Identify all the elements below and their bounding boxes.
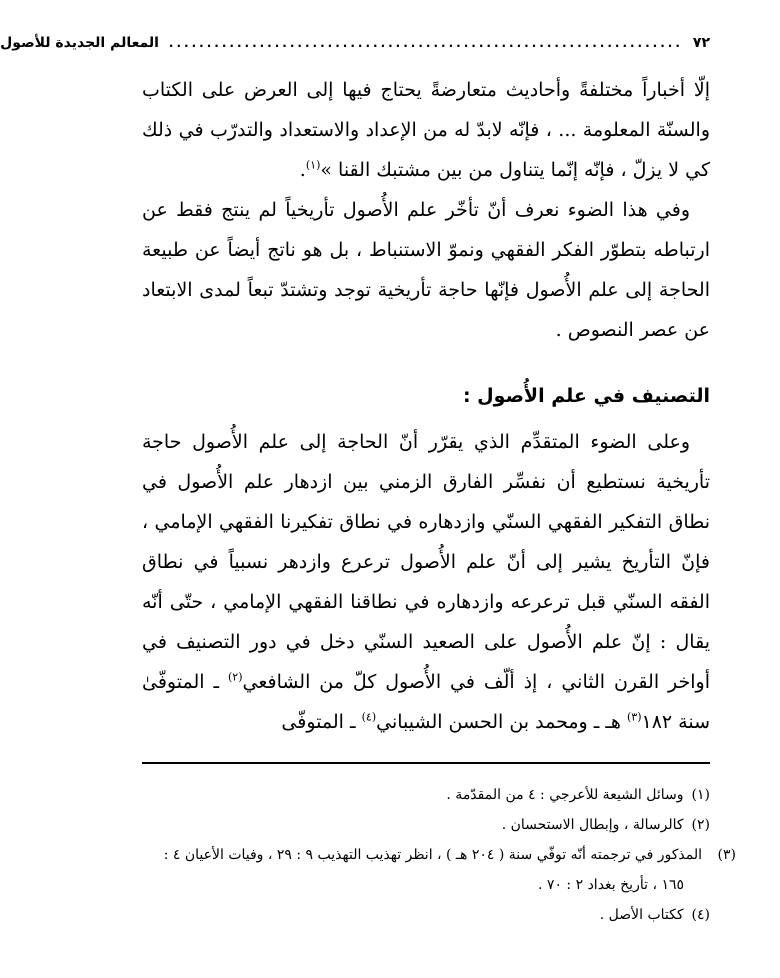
- paragraph-2: وفي هذا الضوء نعرف أنّ تأخّر علم الأُصول تأريخياً لم ينتج فقط عن ارتباطه بتطوّر الفكر الفقهي ونموّ الاستنباط ، بل هو ناتج أيضاً عن طبيعة الحاجة إلى علم الأُصول فإنّها حاجة تأريخية توجد وتشتدّ تبعاً لمدى الابتعاد عن عصر النصوص .: [142, 199, 710, 341]
- paragraph-1-tail: .: [299, 159, 306, 181]
- section-heading-colon: :: [462, 385, 478, 407]
- footnote-2: [142, 810, 710, 840]
- footnote-ref-4[interactable]: (٤): [361, 710, 377, 724]
- footnote-1: [142, 780, 710, 810]
- running-header: [0, 28, 710, 58]
- footnote-divider: [142, 762, 710, 764]
- running-title: المعالم الجديدة للأصول: [0, 35, 159, 51]
- paragraph-1: [142, 70, 710, 190]
- paragraph-1-text: إلّا أخباراً مختلفةً وأحاديث متعارضةً يحتاج فيها إلى العرض على الكتاب والسنّة المعلومة ... ، فإنّه لابدّ له من الإعداد والاستعداد والتدرّب في ذلك كي لا يزلّ ، فإنّه إنّما يتناول من بين مشتبك القنا »: [142, 79, 710, 181]
- section-heading-text: التصنيف في علم الأُصول: [477, 385, 710, 407]
- footnote-3-text: المذكور في ترجمته أنّه توفّي سنة ( ٢٠٤ هـ ) ، انظر تهذيب التهذيب ٩ : ٢٩ ، وفيات الأعيان ٤ : ١٦٥ ، تأريخ بغداد ٢ : ٧٠ .: [163, 847, 702, 893]
- footnote-2-number: (٢): [691, 817, 710, 833]
- paragraph-3-part2: ـ المتوفّىٰ سنة ١٨٢: [142, 671, 710, 733]
- footnote-ref-1[interactable]: (١): [305, 158, 321, 172]
- paragraph-3-part3: هـ ـ ومحمد بن الحسن الشيباني: [376, 711, 627, 733]
- footnote-1-number: (١): [691, 787, 710, 803]
- paragraph-3: [142, 422, 710, 742]
- paragraph-3-part4: ـ المتوفّى: [281, 711, 362, 733]
- footnote-2-text: كالرسالة ، وإبطال الاستحسان .: [501, 817, 684, 833]
- main-text: [142, 70, 710, 742]
- header-leader-dots: ....................................................................: [168, 36, 683, 50]
- footnote-ref-2[interactable]: (٢): [227, 670, 243, 684]
- footnote-3: (٣)المذكور في ترجمته أنّه توفّي سنة ( ٢٠٤ هـ ) ، انظر تهذيب التهذيب ٩ : ٢٩ ، وفيات الأعيان ٤ : ١٦٥ ، تأريخ بغداد ٢ : ٧٠ .: [163, 847, 736, 893]
- footnote-4: [142, 900, 710, 930]
- footnote-4-text: ككتاب الأصل .: [599, 907, 684, 923]
- paragraph-3-part1: وعلى الضوء المتقدِّم الذي يقرّر أنّ الحاجة إلى علم الأُصول حاجة تأريخية نستطيع أن نفسِّر الفارق الزمني بين ازدهار علم الأُصول في نطاق التفكير الفقهي السنّي وازدهاره في نطاق تفكيرنا الفقهي الإمامي ، فإنّ التأريخ يشير إلى أنّ علم الأُصول ترعرع وازدهر نسبياً في نطاق الفقه السنّي قبل ترعرعه وازدهاره في نطاقنا الفقهي الإمامي ، حتّى أنّه يقال : إنّ علم الأُصول على الصعيد السنّي دخل في دور التصنيف في أواخر القرن الثاني ، إذ ألّف في الأُصول كلّ من الشافعي: [142, 431, 710, 693]
- footnotes: [142, 780, 736, 930]
- footnote-ref-3[interactable]: (٣): [626, 710, 642, 724]
- footnote-1-text: وسائل الشيعة للأعرجي : ٤ من المقدّمة .: [446, 787, 684, 803]
- page-number: ٧٢: [692, 35, 710, 51]
- footnote-4-number: (٤): [691, 907, 710, 923]
- section-heading: [142, 378, 710, 414]
